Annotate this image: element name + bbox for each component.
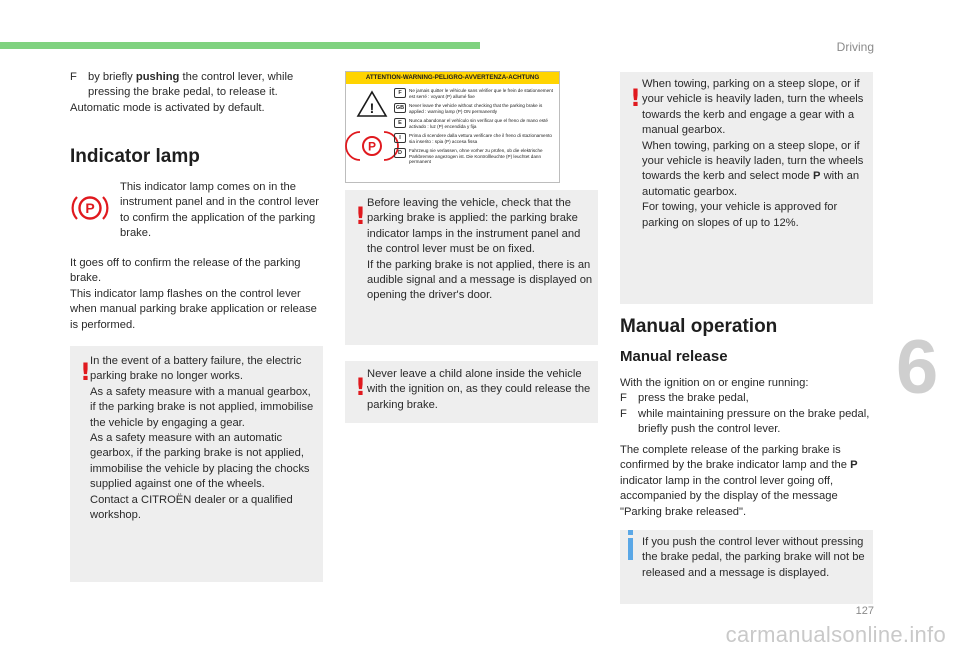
warning-label-image	[345, 71, 560, 183]
page-number: 127	[855, 605, 874, 617]
watermark: carmanualsonline.info	[725, 622, 946, 647]
manual-release-steps: With the ignition on or engine running: F press the brake pedal, F while maintaining pressure on the brake pedal, briefly push the control lever.	[620, 376, 875, 438]
towing-warning	[620, 72, 873, 304]
info-icon	[628, 538, 633, 560]
intro-bullet	[70, 70, 326, 116]
svg-text:P: P	[367, 139, 377, 154]
list-item: F press the brake pedal,	[620, 392, 749, 405]
list-item: F while maintaining pressure on the brake pedal, briefly push the control lever.	[620, 407, 870, 436]
chapter-color-bar	[0, 42, 480, 49]
label-row: E Nunca abandonar el vehículo sin verificar que el freno de mano esté activado : luz (P) encendida y fija	[394, 118, 555, 133]
warning-icon: !	[80, 358, 91, 386]
indicator-description: This indicator lamp comes on in the instrument panel and in the control lever to confirm the application of the parking brake.	[120, 181, 320, 240]
label-icons	[352, 88, 392, 180]
child-warning	[345, 361, 598, 423]
indicator-paragraph: It goes off to confirm the release of the parking brake. This indicator lamp flashes on the control lever when manual parking brake application or release is performed.	[70, 257, 317, 331]
leaving-vehicle-warning	[345, 190, 598, 345]
warning-text: Before leaving the vehicle, check that the parking brake is applied: the parking brake indicator lamps in the instrument panel and the control lever must be on fixed. If the parking brake is not applied, there is an audible signal and a message is displayed on opening the driver's door.	[367, 197, 593, 302]
section-title-manual-operation: Manual operation	[620, 316, 778, 337]
svg-text:P: P	[85, 200, 95, 216]
info-note	[620, 530, 873, 604]
subsection-title-manual-release: Manual release	[620, 348, 728, 365]
label-row: GB Never leave the vehicle without checking that the parking brake is applied : warning lamp (P) ON permanently	[395, 103, 543, 114]
release-confirmation-text: The complete release of the parking brake is confirmed by the brake indicator lamp and the P indicator lamp in the control lever going off, accompanied by the display of the message "Parking brake released".	[620, 444, 858, 518]
parking-brake-indicator-icon	[72, 193, 108, 223]
intro-line-2: Automatic mode is activated by default.	[70, 101, 265, 114]
bullet-mark: F	[70, 71, 77, 83]
label-row: D Fahrzeug nie verlassen, ohne vorher zu prüfen, ob die elektrische Parkbremse angezogen ist. Die Kontrollleuchte (P) leuchtet dann permanent	[394, 148, 555, 163]
warning-icon: !	[630, 84, 641, 112]
warning-icon: !	[355, 373, 366, 401]
warning-text: When towing, parking on a steep slope, or if your vehicle is heavily laden, turn the wheels towards the kerb and engage a gear with a manual gearbox. When towing, parking on a steep slope, or if your vehicle is heavily laden, turn the wheels towards the kerb and select mode P with an automatic gearbox. For towing, your vehicle is approved for parking on slopes of up to 12%.	[642, 78, 864, 229]
label-banner: ATTENTION-WARNING-PELIGRO-AVVERTENZA-ACHTUNG	[346, 72, 559, 84]
running-head: Driving	[836, 40, 874, 54]
section-title-indicator-lamp: Indicator lamp	[70, 146, 200, 167]
info-text: If you push the control lever without pressing the brake pedal, the parking brake will not be released and a message is displayed.	[642, 536, 865, 579]
chapter-number: 6	[896, 325, 939, 410]
warning-icon: !	[355, 202, 366, 230]
label-text-rows	[394, 88, 555, 163]
label-row: F Ne jamais quitter le véhicule sans vérifier que le frein de stationnement est serré : voyant (P) allumé fixe	[394, 88, 555, 103]
intro-text: by briefly pushing the control lever, while pressing the brake pedal, to release it.	[88, 71, 294, 99]
label-row: I Prima di scendere dalla vettura verificare che il freno di stazionamento sia inserito : spia (P) accesa fissa	[394, 133, 555, 148]
battery-failure-warning	[70, 346, 323, 582]
warning-text: In the event of a battery failure, the electric parking brake no longer works. As a safety measure with a manual gearbox, if the parking brake is not applied, immobilise the vehicle by engaging a gear. As a safety measure with an automatic gearbox, if the parking brake is not applied, immobilise the vehicle by placing the chocks supplied against one of the wheels. Contact a CITROËN dealer or a qualified workshop.	[90, 355, 314, 522]
svg-text:!: !	[369, 100, 375, 116]
warning-text: Never leave a child alone inside the vehicle with the ignition on, as they could release the parking brake.	[367, 368, 591, 411]
